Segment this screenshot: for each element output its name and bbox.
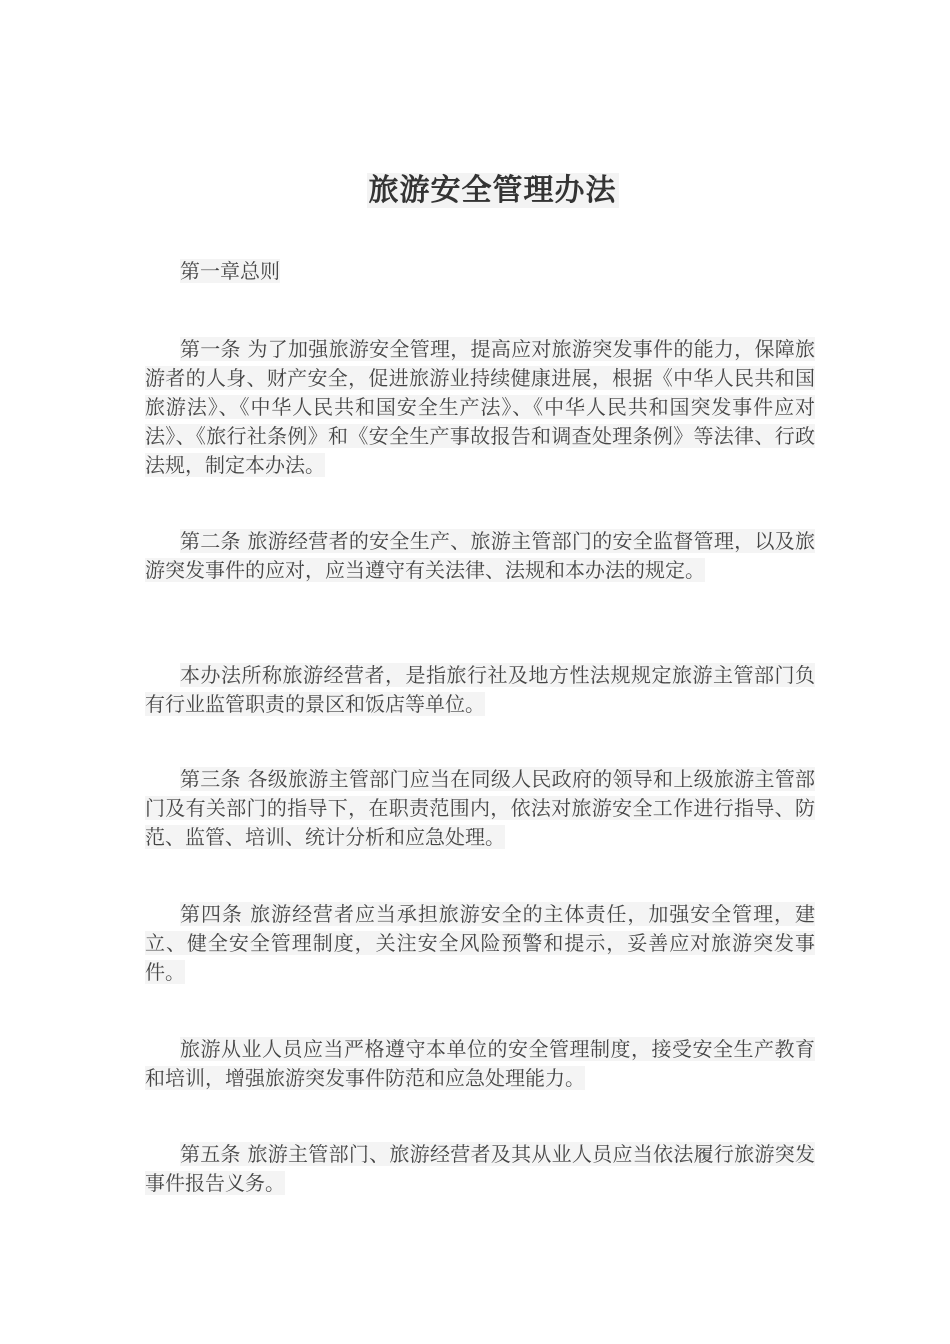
article-2-paragraph <box>145 527 815 585</box>
article-4-clause-paragraph <box>145 1035 815 1093</box>
article-1-paragraph <box>145 335 815 480</box>
article-4-clause-text: 旅游从业人员应当严格遵守本单位的安全管理制度，接受安全生产教育和培训，增强旅游突发事件防范和应急处理能力。 <box>145 1037 815 1090</box>
chapter-heading <box>145 257 815 286</box>
article-1-text: 第一条 为了加强旅游安全管理，提高应对旅游突发事件的能力，保障旅游者的人身、财产安全，促进旅游业持续健康进展，根据《中华人民共和国旅游法》、《中华人民共和国安全生产法》、《中华人民共和国突发事件应对法》、《旅行社条例》和《安全生产事故报告和调查处理条例》等法律、行政法规，制定本办法。 <box>145 337 815 477</box>
article-2-clause-text: 本办法所称旅游经营者，是指旅行社及地方性法规规定旅游主管部门负有行业监管职责的景区和饭店等单位。 <box>145 663 815 716</box>
article-5-text: 第五条 旅游主管部门、旅游经营者及其从业人员应当依法履行旅游突发事件报告义务。 <box>145 1142 815 1195</box>
document-title-text: 旅游安全管理办法 <box>368 173 617 208</box>
document-title <box>0 170 950 212</box>
article-3-text: 第三条 各级旅游主管部门应当在同级人民政府的领导和上级旅游主管部门及有关部门的指导下，在职责范围内，依法对旅游安全工作进行指导、防范、监管、培训、统计分析和应急处理。 <box>145 767 815 849</box>
article-4-paragraph <box>145 900 815 987</box>
article-5-paragraph <box>145 1140 815 1198</box>
article-3-paragraph <box>145 765 815 852</box>
chapter-heading-text: 第一章总则 <box>180 259 280 283</box>
article-4-text: 第四条 旅游经营者应当承担旅游安全的主体责任，加强安全管理，建立、健全安全管理制度，关注安全风险预警和提示，妥善应对旅游突发事件。 <box>145 902 815 984</box>
article-2-text: 第二条 旅游经营者的安全生产、旅游主管部门的安全监督管理，以及旅游突发事件的应对，应当遵守有关法律、法规和本办法的规定。 <box>145 529 815 582</box>
article-2-clause-paragraph <box>145 661 815 719</box>
